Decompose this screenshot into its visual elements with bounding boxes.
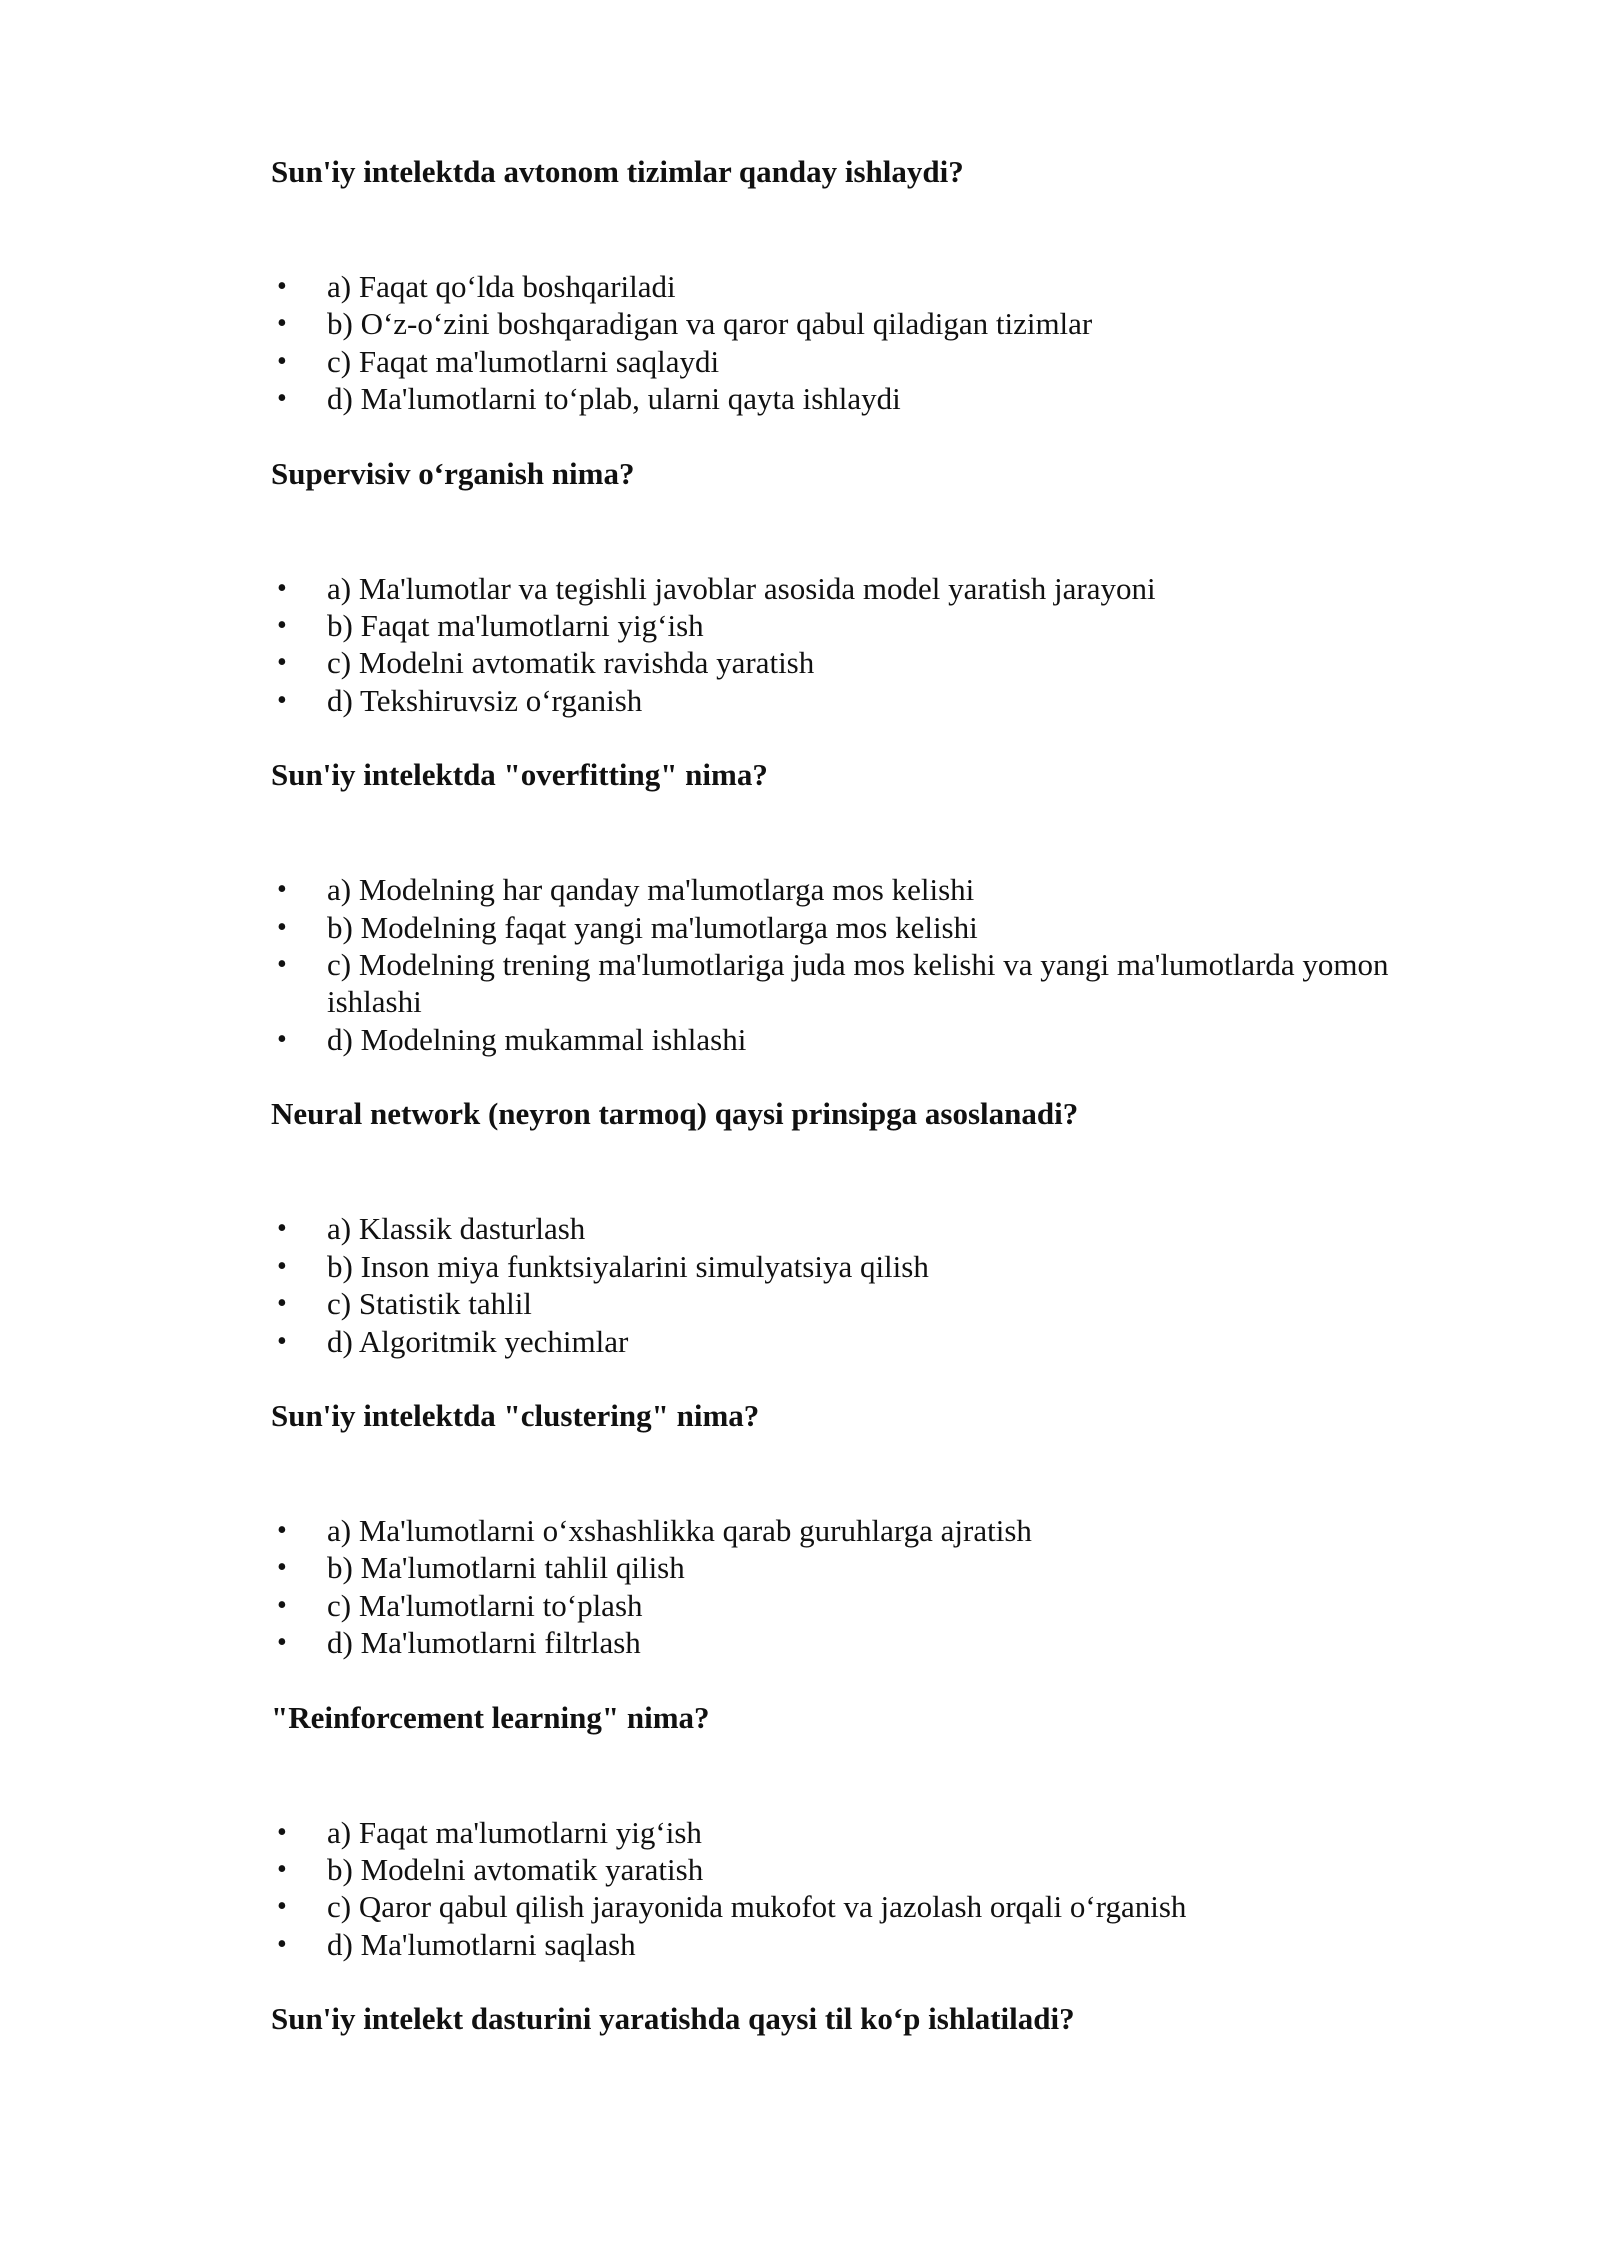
answer-option: c) Statistik tahlil: [327, 1286, 532, 1322]
answer-list: [271, 1814, 1450, 1964]
list-item: [271, 380, 1450, 417]
bullet-icon: •: [277, 1891, 287, 1923]
question-block-4: [271, 1092, 1450, 1360]
answer-option: a) Ma'lumotlarni o‘xshashlikka qarab guruhlarga ajratish: [327, 1512, 1032, 1548]
answer-option: a) Faqat qo‘lda boshqariladi: [327, 269, 676, 304]
question-block-5: [271, 1394, 1450, 1662]
answer-option: b) Inson miya funktsiyalarini simulyatsiya qilish: [327, 1248, 929, 1284]
bullet-icon: •: [277, 1023, 287, 1055]
list-item: [271, 343, 1450, 380]
answer-list: [271, 1210, 1450, 1360]
question-title: Sun'iy intelektda avtonom tizimlar qanday ishlaydi?: [271, 154, 964, 189]
bullet-icon: •: [277, 345, 287, 377]
answer-option: b) Ma'lumotlarni tahlil qilish: [327, 1550, 685, 1586]
list-item: [271, 1624, 1450, 1661]
list-item: [271, 1926, 1450, 1963]
answer-option: b) Modelning faqat yangi ma'lumotlarga mos kelishi: [327, 909, 978, 945]
list-item: [271, 1210, 1450, 1247]
answer-option: a) Klassik dasturlash: [327, 1211, 586, 1247]
bullet-icon: •: [277, 647, 287, 679]
bullet-icon: •: [277, 1589, 287, 1621]
answer-option: a) Faqat ma'lumotlarni yig‘ish: [327, 1814, 702, 1850]
answer-option: d) Algoritmik yechimlar: [327, 1323, 629, 1359]
answer-option: a) Ma'lumotlar va tegishli javoblar asosida model yaratish jarayoni: [327, 570, 1156, 606]
bullet-icon: •: [277, 572, 287, 604]
list-item: [271, 1021, 1450, 1058]
list-item: [271, 1549, 1450, 1586]
list-item: [271, 268, 1450, 305]
answer-option: c) Faqat ma'lumotlarni saqlaydi: [327, 343, 720, 379]
list-item: [271, 1587, 1450, 1624]
question-title: Sun'iy intelektda "clustering" nima?: [271, 1397, 760, 1433]
list-item: [271, 305, 1450, 342]
bullet-icon: •: [277, 1250, 287, 1282]
question-title: Sun'iy intelektda "overfitting" nima?: [271, 757, 768, 793]
question-block-3: [271, 753, 1450, 1058]
list-item: [271, 871, 1450, 908]
bullet-icon: •: [277, 383, 287, 415]
bullet-icon: •: [277, 949, 287, 981]
list-item: [271, 1285, 1450, 1322]
bullet-icon: •: [277, 1928, 287, 1960]
bullet-icon: •: [277, 271, 287, 302]
answer-list: [271, 268, 1450, 418]
list-item: [271, 1814, 1450, 1851]
list-item: [271, 570, 1450, 607]
bullet-icon: •: [277, 1325, 287, 1357]
bullet-icon: •: [277, 1514, 287, 1546]
question-title: Neural network (neyron tarmoq) qaysi prinsipga asoslanadi?: [271, 1096, 1079, 1132]
answer-option: d) Ma'lumotlarni filtrlash: [327, 1625, 641, 1661]
bullet-icon: •: [277, 1853, 287, 1885]
answer-option: d) Ma'lumotlarni to‘plab, ularni qayta ishlaydi: [327, 381, 901, 417]
bullet-icon: •: [277, 684, 287, 716]
answer-option: a) Modelning har qanday ma'lumotlarga mos kelishi: [327, 872, 975, 908]
list-item: [271, 1248, 1450, 1285]
bullet-icon: •: [277, 874, 287, 906]
list-item: [271, 644, 1450, 681]
list-item: [271, 607, 1450, 644]
answer-list: [271, 570, 1450, 720]
list-item: [271, 1888, 1450, 1925]
question-block-7: [271, 1997, 1450, 2041]
bullet-icon: •: [277, 1552, 287, 1584]
answer-option: b) O‘z-o‘zini boshqaradigan va qaror qabul qiladigan tizimlar: [327, 306, 1093, 342]
question-block-2: [271, 452, 1450, 720]
answer-option: d) Modelning mukammal ishlashi: [327, 1021, 747, 1057]
bullet-icon: •: [277, 1288, 287, 1320]
list-item: [271, 909, 1450, 946]
bullet-icon: •: [277, 308, 287, 340]
answer-option: c) Qaror qabul qilish jarayonida mukofot va jazolash orqali o‘rganish: [327, 1889, 1187, 1925]
list-item: [271, 682, 1450, 719]
answer-list: [271, 1512, 1450, 1662]
bullet-icon: •: [277, 1213, 287, 1245]
answer-option: c) Modelning trening ma'lumotlariga juda mos kelishi va yangi ma'lumotlarda yomon ishlashi: [327, 947, 1389, 1020]
question-title: Supervisiv o‘rganish nima?: [271, 455, 635, 491]
answer-option: c) Modelni avtomatik ravishda yaratish: [327, 645, 815, 681]
bullet-icon: •: [277, 1816, 287, 1848]
bullet-icon: •: [277, 610, 287, 642]
list-item: [271, 1323, 1450, 1360]
list-item: [271, 946, 1450, 1021]
answer-option: b) Modelni avtomatik yaratish: [327, 1851, 704, 1887]
answer-list: [271, 871, 1450, 1058]
answer-option: c) Ma'lumotlarni to‘plash: [327, 1587, 643, 1623]
answer-option: b) Faqat ma'lumotlarni yig‘ish: [327, 608, 704, 644]
list-item: [271, 1851, 1450, 1888]
question-title: Sun'iy intelekt dasturini yaratishda qaysi til ko‘p ishlatiladi?: [271, 2001, 1075, 2037]
question-block-1: [271, 150, 1450, 418]
answer-option: d) Ma'lumotlarni saqlash: [327, 1926, 636, 1962]
list-item: [271, 1512, 1450, 1549]
bullet-icon: •: [277, 911, 287, 943]
answer-option: d) Tekshiruvsiz o‘rganish: [327, 682, 643, 718]
question-title: "Reinforcement learning" nima?: [271, 1699, 710, 1735]
bullet-icon: •: [277, 1627, 287, 1659]
question-block-6: [271, 1696, 1450, 1964]
